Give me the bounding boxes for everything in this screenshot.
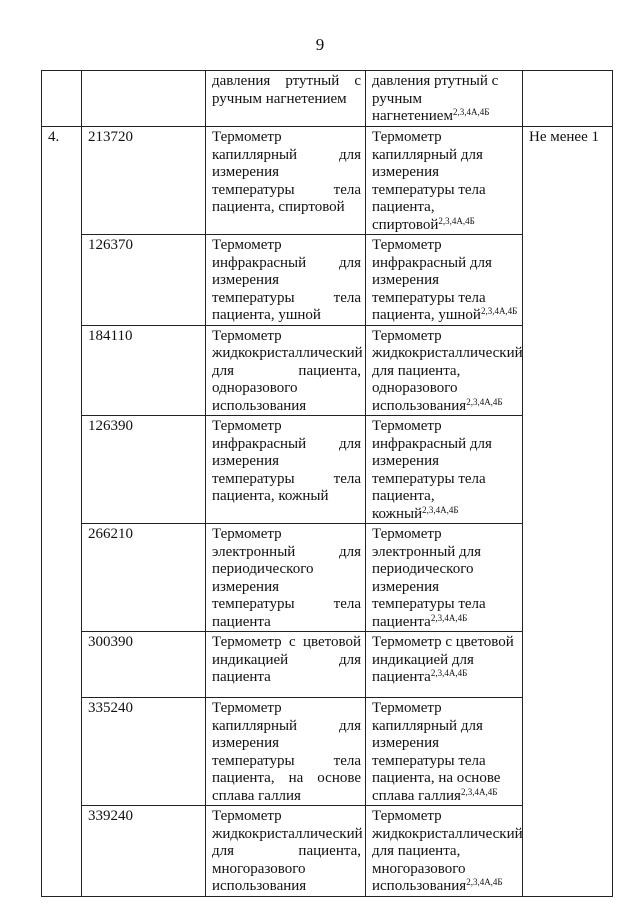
- footnote-ref: 2,3,4А,4Б: [480, 306, 518, 316]
- footnote-ref: 2,3,4А,4Б: [466, 396, 503, 407]
- name-2-text: Термометр жидкокристаллический для пациента, одноразового использования: [372, 327, 523, 414]
- cell-number-empty: [42, 71, 82, 127]
- cell-name-2: [366, 632, 523, 698]
- cell-requirement-empty: [523, 71, 613, 127]
- name-2-text: давления ртутный с ручным нагнетением: [372, 73, 499, 124]
- cell-code: 339240: [82, 806, 206, 897]
- cell-name-2: [366, 416, 523, 524]
- name-2-text: Термометр электронный для периодического измерения температуры тела пациента: [372, 526, 486, 630]
- cell-name-1: Термометр инфракрасный для измерения температуры тела пациента, ушной: [206, 235, 366, 326]
- name-2-text: Термометр инфракрасный для измерения температуры тела пациента, кожный: [372, 418, 492, 522]
- cell-code: 213720: [82, 127, 206, 235]
- cell-code: 335240: [82, 698, 206, 806]
- name-2-text: Термометр капиллярный для измерения температуры тела пациента, на основе сплава галлия: [372, 700, 501, 804]
- footnote-ref: 2,3,4А,4Б: [422, 504, 459, 515]
- cell-code-empty: [82, 71, 206, 127]
- name-2-text: Термометр инфракрасный для измерения температуры тела пациента, ушной: [372, 237, 492, 323]
- cell-code: 184110: [82, 325, 206, 416]
- name-2-text: Термометр жидкокристаллический для пациента, многоразового использования: [372, 808, 523, 894]
- footnote-ref: 2,3,4А,4Б: [452, 107, 490, 117]
- page-number: 9: [315, 35, 325, 54]
- cell-code: 126390: [82, 416, 206, 524]
- table-row-continued: [42, 71, 613, 127]
- cell-item-number: 4.: [42, 127, 82, 897]
- cell-requirement: Не менее 1: [523, 127, 613, 897]
- name-2-text: Термометр капиллярный для измерения температуры тела пациента, спиртовой: [372, 129, 486, 233]
- footnote-ref: 2,3,4А,4Б: [430, 612, 468, 623]
- cell-name-2: [366, 698, 523, 806]
- cell-name-2: [366, 524, 523, 632]
- cell-name-2: [366, 325, 523, 416]
- table-row: [42, 127, 613, 235]
- cell-name-2: [366, 806, 523, 897]
- equipment-table: [41, 70, 613, 897]
- cell-name-1: Термометр с цветовой индикацией для пациента: [206, 632, 366, 698]
- cell-name-1: Термометр капиллярный для измерения температуры тела пациента, на основе сплава галлия: [206, 698, 366, 806]
- cell-name-1: давления ртутный с ручным нагнетением: [206, 71, 366, 127]
- cell-code: 266210: [82, 524, 206, 632]
- cell-code: 300390: [82, 632, 206, 698]
- footnote-ref: 2,3,4А,4Б: [438, 215, 475, 226]
- cell-name-2: [366, 235, 523, 326]
- footnote-ref: 2,3,4А,4Б: [430, 668, 468, 678]
- cell-name-2: [366, 71, 523, 127]
- name-2-text: Термометр с цветовой индикацией для пациента: [372, 634, 514, 685]
- footnote-ref: 2,3,4А,4Б: [460, 786, 498, 797]
- cell-name-1: Термометр инфракрасный для измерения температуры тела пациента, кожный: [206, 416, 366, 524]
- footnote-ref: 2,3,4А,4Б: [466, 877, 503, 887]
- cell-name-1: Термометр электронный для периодического измерения температуры тела пациента: [206, 524, 366, 632]
- cell-name-2: [366, 127, 523, 235]
- cell-code: 126370: [82, 235, 206, 326]
- cell-name-1: Термометр капиллярный для измерения температуры тела пациента, спиртовой: [206, 127, 366, 235]
- cell-name-1: Термометр жидкокристаллический для пациента, многоразового использования: [206, 806, 366, 897]
- cell-name-1: Термометр жидкокристаллический для пациента, одноразового использования: [206, 325, 366, 416]
